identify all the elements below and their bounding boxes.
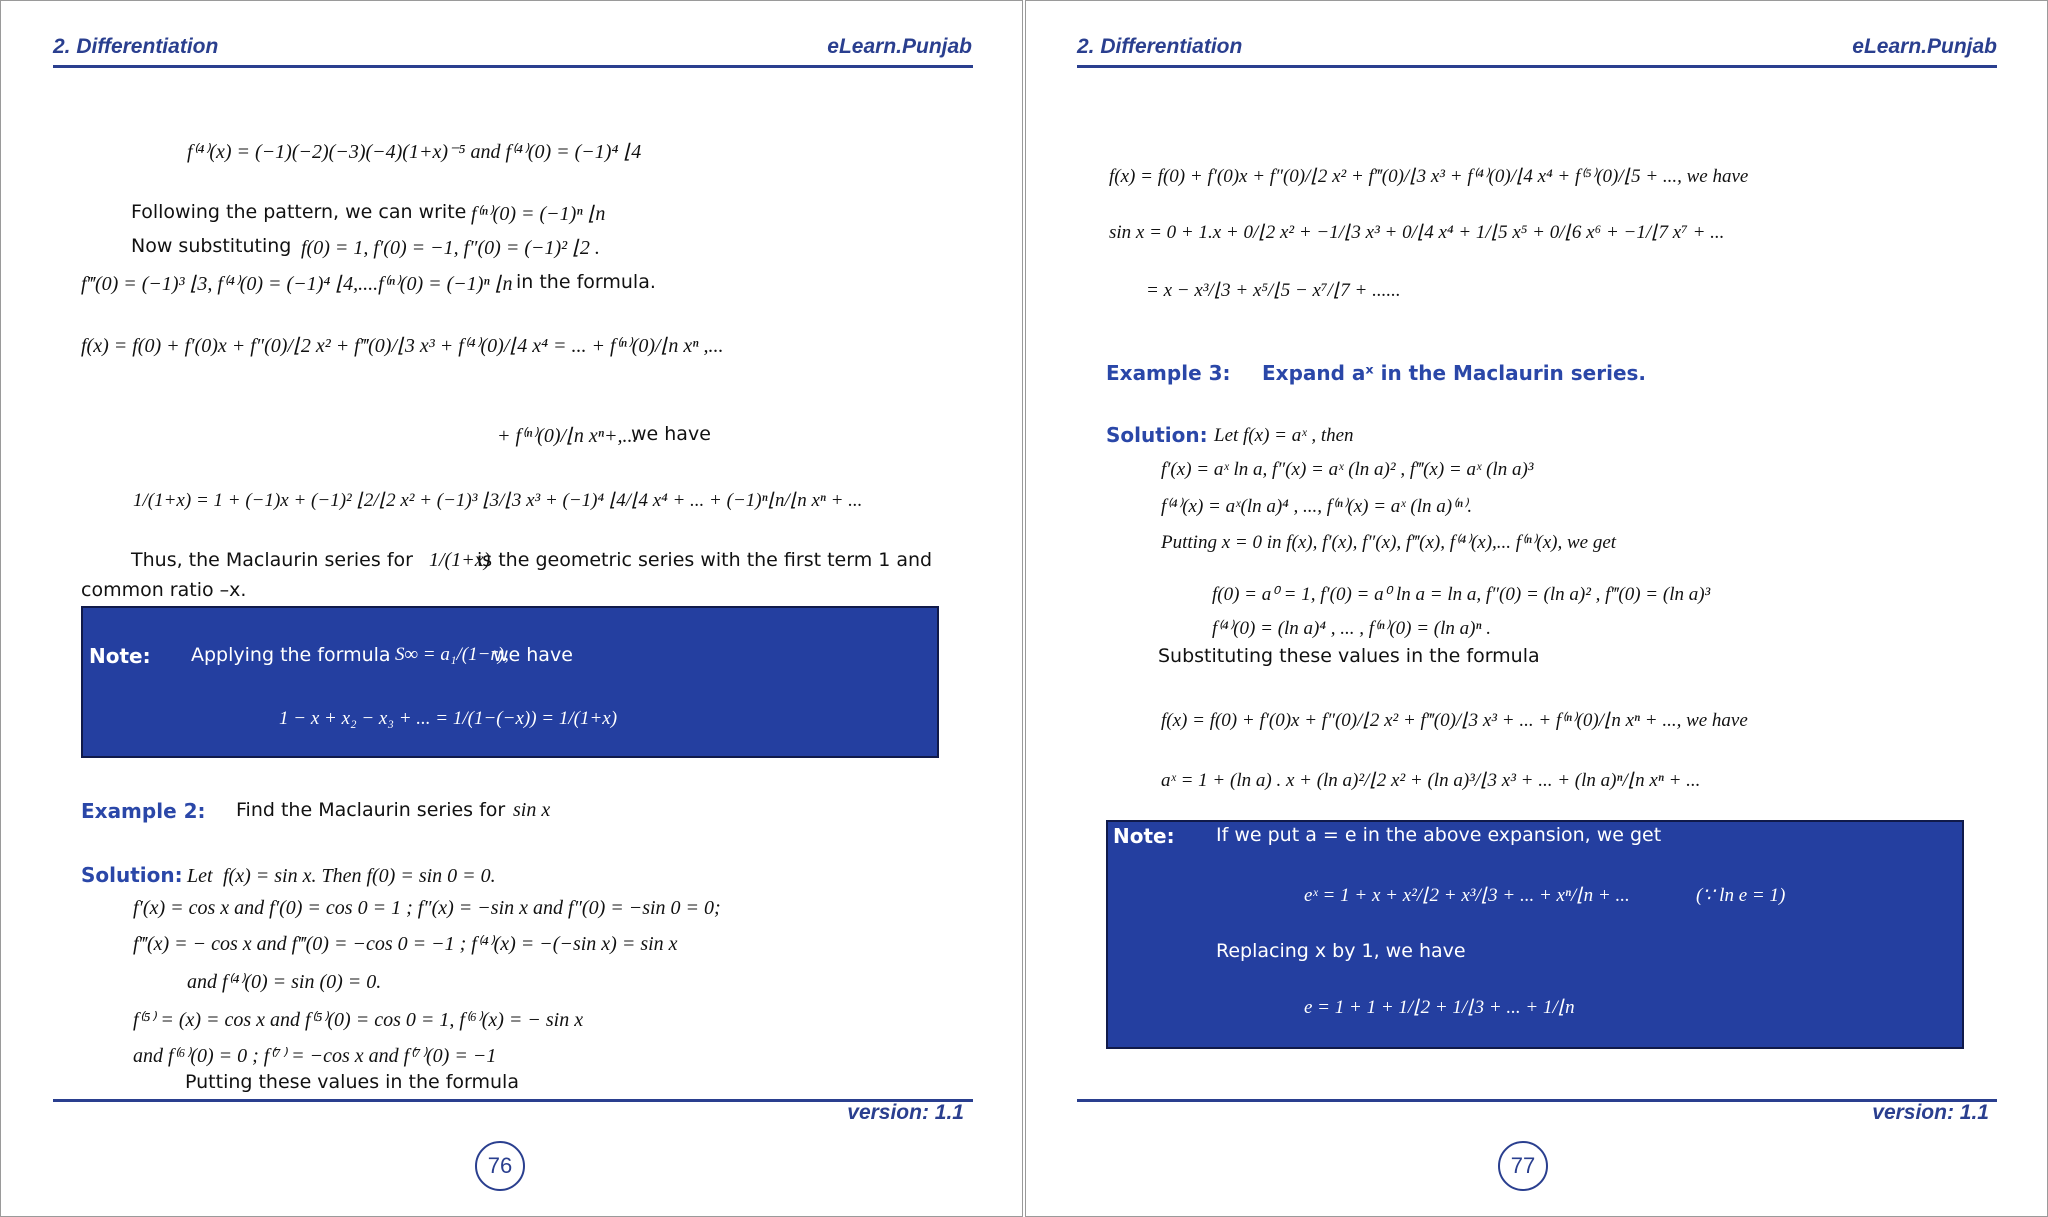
note-text-replacing-x: Replacing x by 1, we have (1216, 940, 1466, 962)
note-equation-reason: (∵ ln e = 1) (1696, 885, 1786, 906)
solution-third-derivatives: f‴(x) = − cos x and f‴(0) = −cos 0 = −1 ; f⁽⁴⁾(x) = −(−sin x) = sin x (133, 933, 678, 955)
header-rule (53, 65, 973, 68)
chapter-header: 2. Differentiation (1077, 35, 1243, 58)
solution-let-ax: Let f(x) = aˣ , then (1214, 425, 1354, 446)
solution-first-derivatives: f′(x) = cos x and f′(0) = cos 0 = 1 ; f″(x) = −sin x and f″(0) = −sin 0 = 0; (133, 897, 721, 919)
equation-substitution-values-cont: f‴(0) = (−1)³ ⌊3, f⁽⁴⁾(0) = (−1)⁴ ⌊4,....f⁽ⁿ⁾(0) = (−1)ⁿ ⌊n (81, 273, 513, 295)
solution-fifth-derivatives: f⁽⁵⁾ = (x) = cos x and f⁽⁵⁾(0) = cos 0 = 1, f⁽⁶⁾(x) = − sin x (133, 1009, 584, 1031)
page-right (1025, 0, 2048, 1217)
page-number-77: 77 (1498, 1141, 1548, 1191)
header-rule (1077, 65, 1997, 68)
page-left (0, 0, 1023, 1217)
brand-header: eLearn.Punjab (1852, 35, 1997, 58)
footer-version: version: 1.1 (847, 1101, 964, 1124)
equation-ax-series: aˣ = 1 + (ln a) . x + (ln a)²/⌊2 x² + (ln a)³/⌊3 x³ + ... + (ln a)ⁿ/⌊n xⁿ + ... (1161, 770, 1701, 791)
text-geometric-series: is the geometric series with the first term 1 and (477, 549, 933, 571)
footer-version: version: 1.1 (1872, 1101, 1989, 1124)
note-equation-ex-series: eˣ = 1 + x + x²/⌊2 + x³/⌊3 + ... + xⁿ/⌊n + ... (1304, 885, 1630, 906)
example-2-text: Find the Maclaurin series for (236, 799, 506, 821)
equation-formula-tail: + f⁽ⁿ⁾(0)/⌊n xⁿ+,... (497, 425, 638, 447)
note-label: Note: (89, 644, 151, 668)
solution-label-left: Solution: (81, 863, 183, 887)
note-box-left (81, 606, 939, 758)
solution-label-right: Solution: (1106, 423, 1208, 447)
solution-higher-derivatives-ax: f⁽⁴⁾(x) = aˣ(ln a)⁴ , ..., f⁽ⁿ⁾(x) = aˣ (ln a)⁽ⁿ⁾. (1161, 496, 1473, 517)
solution-values-at-zero: f(0) = a⁰ = 1, f′(0) = a⁰ ln a = ln a, f″(0) = (ln a)² , f‴(0) = (ln a)³ (1212, 584, 1711, 605)
equation-f4: f⁽⁴⁾(x) = (−1)(−2)(−3)(−4)(1+x)⁻⁵ and f⁽⁴⁾(0) = (−1)⁴ ⌊4 (187, 141, 642, 163)
footer-rule (53, 1099, 973, 1102)
equation-series-1-over-1-plus-x: 1/(1+x) = 1 + (−1)x + (−1)² ⌊2/⌊2 x² + (−1)³ ⌊3/⌊3 x³ + (−1)⁴ ⌊4/⌊4 x⁴ + ... + (−1)ⁿ⌊n/⌊n xⁿ + ... (133, 490, 863, 511)
text-we-have: we have (631, 423, 711, 445)
note-equation-geometric: 1 − x + x₂ − x₃ + ... = 1/(1−(−x)) = 1/(1+x) (279, 708, 618, 729)
solution-let: Let (187, 865, 213, 887)
text-common-ratio: common ratio –x. (81, 579, 247, 601)
text-in-formula: in the formula. (516, 271, 656, 293)
brand-header: eLearn.Punjab (827, 35, 972, 58)
note-text-put-a-equals-e: If we put a = e in the above expansion, we get (1216, 824, 1662, 846)
equation-sin-x-expansion: sin x = 0 + 1.x + 0/⌊2 x² + −1/⌊3 x³ + 0/⌊4 x⁴ + 1/⌊5 x⁵ + 0/⌊6 x⁶ + −1/⌊7 x⁷ + ... (1109, 222, 1725, 243)
equation-fn-general: f⁽ⁿ⁾(0) = (−1)ⁿ ⌊n (471, 203, 606, 225)
text-following-pattern: Following the pattern, we can write (131, 201, 467, 223)
example-2-label: Example 2: (81, 799, 206, 823)
solution-seventh-derivatives: and f⁽⁶⁾(0) = 0 ; f⁽⁷⁾ = −cos x and f⁽⁷⁾(0) = −1 (133, 1045, 497, 1067)
solution-derivatives-ax: f′(x) = aˣ ln a, f″(x) = aˣ (ln a)² , f‴(x) = aˣ (ln a)³ (1161, 459, 1534, 480)
equation-substitution-values: f(0) = 1, f′(0) = −1, f″(0) = (−1)² ⌊2 . (301, 237, 600, 259)
equation-maclaurin-formula-right: f(x) = f(0) + f′(0)x + f″(0)/⌊2 x² + f‴(0)/⌊3 x³ + f⁽⁴⁾(0)/⌊4 x⁴ + f⁽⁵⁾(0)/⌊5 + ..., we have (1109, 166, 1749, 187)
note-text-applying: Applying the formula (191, 644, 391, 666)
example-2-equation: sin x (513, 799, 551, 821)
example-3-text: Expand aˣ in the Maclaurin series. (1262, 361, 1647, 385)
solution-fx-sinx: f(x) = sin x. Then f(0) = sin 0 = 0. (223, 865, 496, 887)
example-3-label: Example 3: (1106, 361, 1231, 385)
solution-values-at-zero-cont: f⁽⁴⁾(0) = (ln a)⁴ , ... , f⁽ⁿ⁾(0) = (ln a)ⁿ . (1212, 618, 1491, 639)
solution-putting-x-zero: Putting x = 0 in f(x), f′(x), f″(x), f‴(x), f⁽⁴⁾(x),... f⁽ⁿ⁾(x), we get (1161, 532, 1617, 553)
text-now-substituting: Now substituting (131, 235, 292, 257)
note-box-right (1106, 820, 1964, 1049)
equation-sin-x-series: = x − x³/⌊3 + x⁵/⌊5 − x⁷/⌊7 + ...... (1146, 280, 1401, 301)
solution-f4-at-zero: and f⁽⁴⁾(0) = sin (0) = 0. (187, 971, 382, 993)
text-thus-maclaurin: Thus, the Maclaurin series for (131, 549, 413, 571)
text-putting-values: Putting these values in the formula (185, 1071, 519, 1093)
note-equation-e-series: e = 1 + 1 + 1/⌊2 + 1/⌊3 + ... + 1/⌊n (1304, 997, 1575, 1018)
equation-maclaurin-formula: f(x) = f(0) + f′(0)x + f″(0)/⌊2 x² + f‴(0)/⌊3 x³ + f⁽⁴⁾(0)/⌊4 x⁴ = ... + f⁽ⁿ⁾(0)/⌊n xⁿ ,... (81, 335, 724, 357)
text-substituting-values: Substituting these values in the formula (1158, 645, 1540, 667)
note-equation-sum-formula: S∞ = a₁/(1−r), (395, 644, 509, 665)
chapter-header: 2. Differentiation (53, 35, 219, 58)
footer-rule (1077, 1099, 1997, 1102)
equation-general-formula: f(x) = f(0) + f′(0)x + f″(0)/⌊2 x² + f‴(0)/⌊3 x³ + ... + f⁽ⁿ⁾(0)/⌊n xⁿ + ..., we have (1161, 710, 1748, 731)
page-number-76: 76 (475, 1141, 525, 1191)
fraction-1-over-1-plus-x: 1/(1+x) (429, 549, 491, 571)
note-text-we-have: we have (493, 644, 573, 666)
note-label: Note: (1113, 824, 1175, 848)
